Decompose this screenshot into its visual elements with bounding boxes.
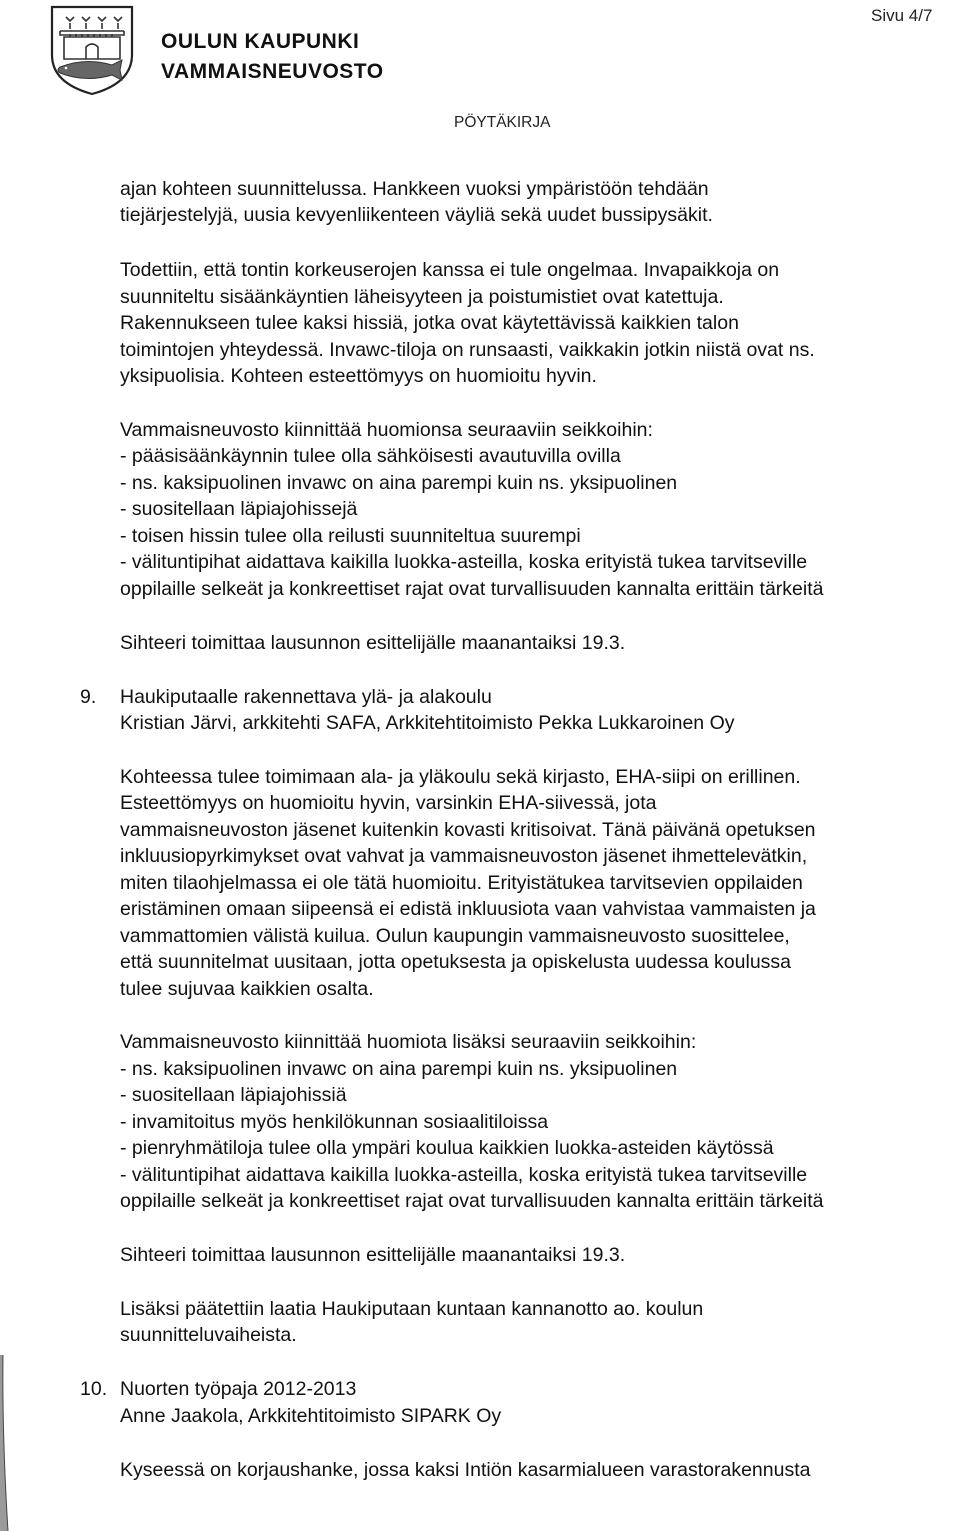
- organization-name: OULUN KAUPUNKI: [161, 30, 360, 53]
- page-number: Sivu 4/7: [871, 6, 933, 25]
- body-line: vammattomien välistä kuilua. Oulun kaupungin vammaisneuvosto suosittelee,: [120, 925, 790, 947]
- body-line: yksipuolisia. Kohteen esteettömyys on huomioitu hyvin.: [120, 365, 597, 387]
- body-line: Esteettömyys on huomioitu hyvin, varsinkin EHA-siivessä, jota: [120, 792, 657, 814]
- item-presenter: Kristian Järvi, arkkitehti SAFA, Arkkitehtitoimisto Pekka Lukkaroinen Oy: [120, 712, 735, 734]
- item-number: 10.: [80, 1378, 108, 1400]
- body-line: Lisäksi päätettiin laatia Haukiputaan kuntaan kannanotto ao. koulun: [120, 1298, 704, 1320]
- list-item: oppilaille selkeät ja konkreettiset rajat ovat turvallisuuden kannalta erittäin tärkeitä: [120, 578, 824, 600]
- body-line: ajan kohteen suunnittelussa. Hankkeen vuoksi ympäristöön tehdään: [120, 178, 709, 200]
- body-line: Kyseessä on korjaushanke, jossa kaksi Intiön kasarmialueen varastorakennusta: [120, 1459, 811, 1481]
- body-line: Kohteessa tulee toimimaan ala- ja yläkoulu sekä kirjasto, EHA-siipi on erillinen.: [120, 766, 801, 788]
- body-line: Vammaisneuvosto kiinnittää huomionsa seuraaviin seikkoihin:: [120, 419, 653, 441]
- list-item: - välituntipihat aidattava kaikilla luokka-asteilla, koska erityistä tukea tarvitseville: [120, 551, 808, 573]
- list-item: - suositellaan läpiajohissiä: [120, 1084, 347, 1106]
- body-line: tiejärjestelyjä, uusia kevyenliikenteen väyliä sekä uudet bussipysäkit.: [120, 204, 713, 226]
- item-number: 9.: [80, 686, 97, 708]
- list-item: - pääsisäänkäynnin tulee olla sähköisesti avautuvilla ovilla: [120, 445, 621, 467]
- body-line: että suunnitelmat uusitaan, jotta opetuksesta ja opiskelusta uudessa koulussa: [120, 951, 792, 973]
- list-item: - pienryhmätiloja tulee olla ympäri koulua kaikkien luokka-asteiden käytössä: [120, 1137, 774, 1159]
- body-line: inkluusiopyrkimykset ovat vahvat ja vammaisneuvoston jäsenet ihmettelevätkin,: [120, 845, 808, 867]
- item-title: Haukiputaalle rakennettava ylä- ja alakoulu: [120, 686, 492, 708]
- list-item: - ns. kaksipuolinen invawc on aina parempi kuin ns. yksipuolinen: [120, 472, 678, 494]
- body-line: Vammaisneuvosto kiinnittää huomiota lisäksi seuraaviin seikkoihin:: [120, 1031, 697, 1053]
- body-line: suunnitteluvaiheista.: [120, 1324, 297, 1346]
- list-item: - suositellaan läpiajohissejä: [120, 498, 358, 520]
- list-item: - invamitoitus myös henkilökunnan sosiaalitiloissa: [120, 1111, 549, 1133]
- item-presenter: Anne Jaakola, Arkkitehtitoimisto SIPARK Oy: [120, 1405, 502, 1427]
- list-item: - toisen hissin tulee olla reilusti suunniteltua suurempi: [120, 525, 581, 547]
- body-line: Rakennukseen tulee kaksi hissiä, jotka ovat käytettävissä kaikkien talon: [120, 312, 739, 334]
- list-item: - ns. kaksipuolinen invawc on aina parempi kuin ns. yksipuolinen: [120, 1058, 678, 1080]
- body-line: eristäminen omaan siipeensä ei edistä inkluusiota vaan vahvistaa vammaisten ja: [120, 898, 816, 920]
- body-line: Todettiin, että tontin korkeuserojen kanssa ei tule ongelmaa. Invapaikkoja on: [120, 259, 780, 281]
- body-line: toimintojen yhteydessä. Invawc-tiloja on runsaasti, vaikkakin jotkin niistä ovat ns.: [120, 339, 815, 361]
- body-line: miten tilaohjelmassa ei ole tätä huomioitu. Erityistätukea tarvitsevien oppilaiden: [120, 872, 803, 894]
- body-line: suunniteltu sisäänkäyntien läheisyyteen ja poistumistiet ovat katettuja.: [120, 286, 724, 308]
- body-line: tulee sujuvaa kaikkien osalta.: [120, 978, 374, 1000]
- oulu-coat-of-arms-logo: [46, 3, 138, 97]
- list-item: - välituntipihat aidattava kaikilla luokka-asteilla, koska erityistä tukea tarvitseville: [120, 1164, 808, 1186]
- document-type: PÖYTÄKIRJA: [454, 114, 551, 131]
- body-line: Sihteeri toimittaa lausunnon esittelijälle maanantaiksi 19.3.: [120, 1244, 626, 1266]
- item-title: Nuorten työpaja 2012-2013: [120, 1378, 357, 1400]
- body-line: Sihteeri toimittaa lausunnon esittelijälle maanantaiksi 19.3.: [120, 632, 626, 654]
- body-line: vammaisneuvoston jäsenet kuitenkin kovasti kritisoivat. Tänä päivänä opetuksen: [120, 819, 816, 841]
- organization-unit: VAMMAISNEUVOSTO: [161, 60, 384, 83]
- scan-edge-shadow: [0, 1355, 12, 1531]
- list-item: oppilaille selkeät ja konkreettiset rajat ovat turvallisuuden kannalta erittäin tärkeitä: [120, 1190, 824, 1212]
